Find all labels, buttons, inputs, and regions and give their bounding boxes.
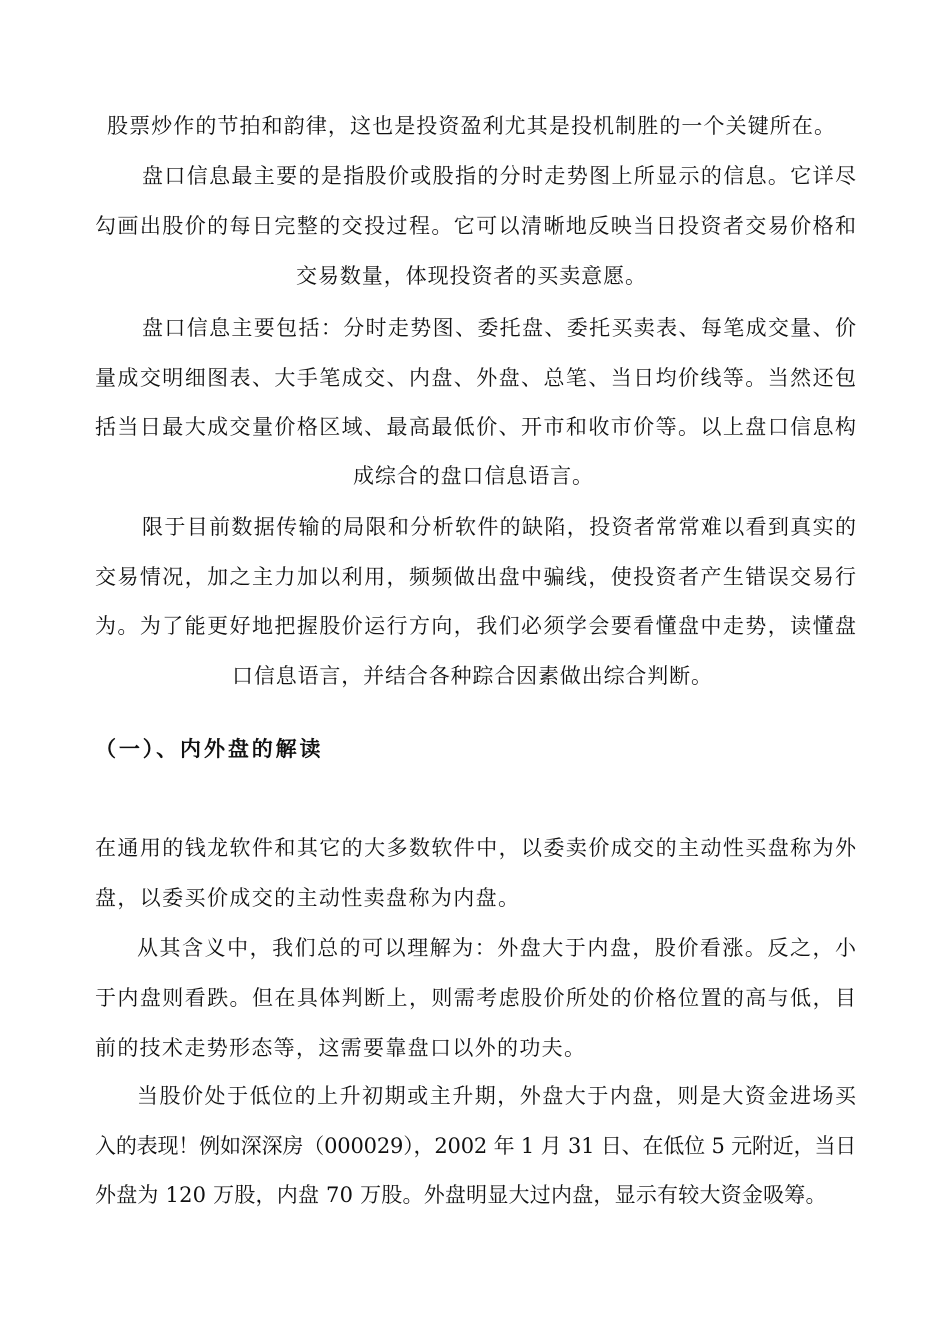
para5-line2: 盘，以委买价成交的主动性卖盘称为内盘。 — [95, 886, 521, 910]
para4-line3: 为。为了能更好地把握股价运行方向，我们必须学会要看懂盘中走势，读懂盘 — [95, 614, 858, 638]
para6-line3: 前的技术走势形态等，这需要靠盘口以外的功夫。 — [95, 1036, 587, 1060]
para3-line4: 成综合的盘口信息语言。 — [353, 464, 594, 488]
para2-line2: 勾画出股价的每日完整的交投过程。它可以清晰地反映当日投资者交易价格和 — [95, 214, 858, 238]
para3-line2: 量成交明细图表、大手笔成交、内盘、外盘、总笔、当日均价线等。当然还包 — [95, 366, 858, 390]
para5-line1: 在通用的钱龙软件和其它的大多数软件中，以委卖价成交的主动性买盘称为外 — [95, 836, 858, 860]
para2-line1: 盘口信息最主要的是指股价或股指的分时走势图上所显示的信息。它详尽 — [142, 164, 858, 188]
para7-line1: 当股价处于低位的上升初期或主升期，外盘大于内盘，则是大资金进场买 — [137, 1084, 858, 1108]
section-heading: （一）、内外盘的解读 — [95, 737, 324, 761]
para1-line1: 股票炒作的节拍和韵律，这也是投资盈利尤其是投机制胜的一个关键所在。 — [107, 114, 837, 138]
para6-line2: 于内盘则看跌。但在具体判断上，则需考虑股价所处的价格位置的高与低，目 — [95, 986, 858, 1010]
para4-line4: 口信息语言，并结合各种踪合因素做出综合判断。 — [232, 664, 713, 688]
para4-line2: 交易情况，加之主力加以利用，频频做出盘中骗线，使投资者产生错误交易行 — [95, 565, 858, 589]
para2-line3: 交易数量，体现投资者的买卖意愿。 — [296, 264, 647, 288]
para3-line1: 盘口信息主要包括：分时走势图、委托盘、委托买卖表、每笔成交量、价 — [142, 316, 858, 340]
para3-line3: 括当日最大成交量价格区域、最高最低价、开市和收市价等。以上盘口信息构 — [95, 415, 858, 439]
para7-line2: 入的表现！例如深深房（000029），2002 年 1 月 31 日、在低位 5 元附近，当日 — [95, 1134, 857, 1158]
para4-line1: 限于目前数据传输的局限和分析软件的缺陷，投资者常常难以看到真实的 — [142, 515, 858, 539]
para7-line3: 外盘为 120 万股，内盘 70 万股。外盘明显大过内盘，显示有较大资金吸筹。 — [95, 1183, 827, 1207]
para6-line1: 从其含义中，我们总的可以理解为：外盘大于内盘，股价看涨。反之，小 — [137, 936, 858, 960]
